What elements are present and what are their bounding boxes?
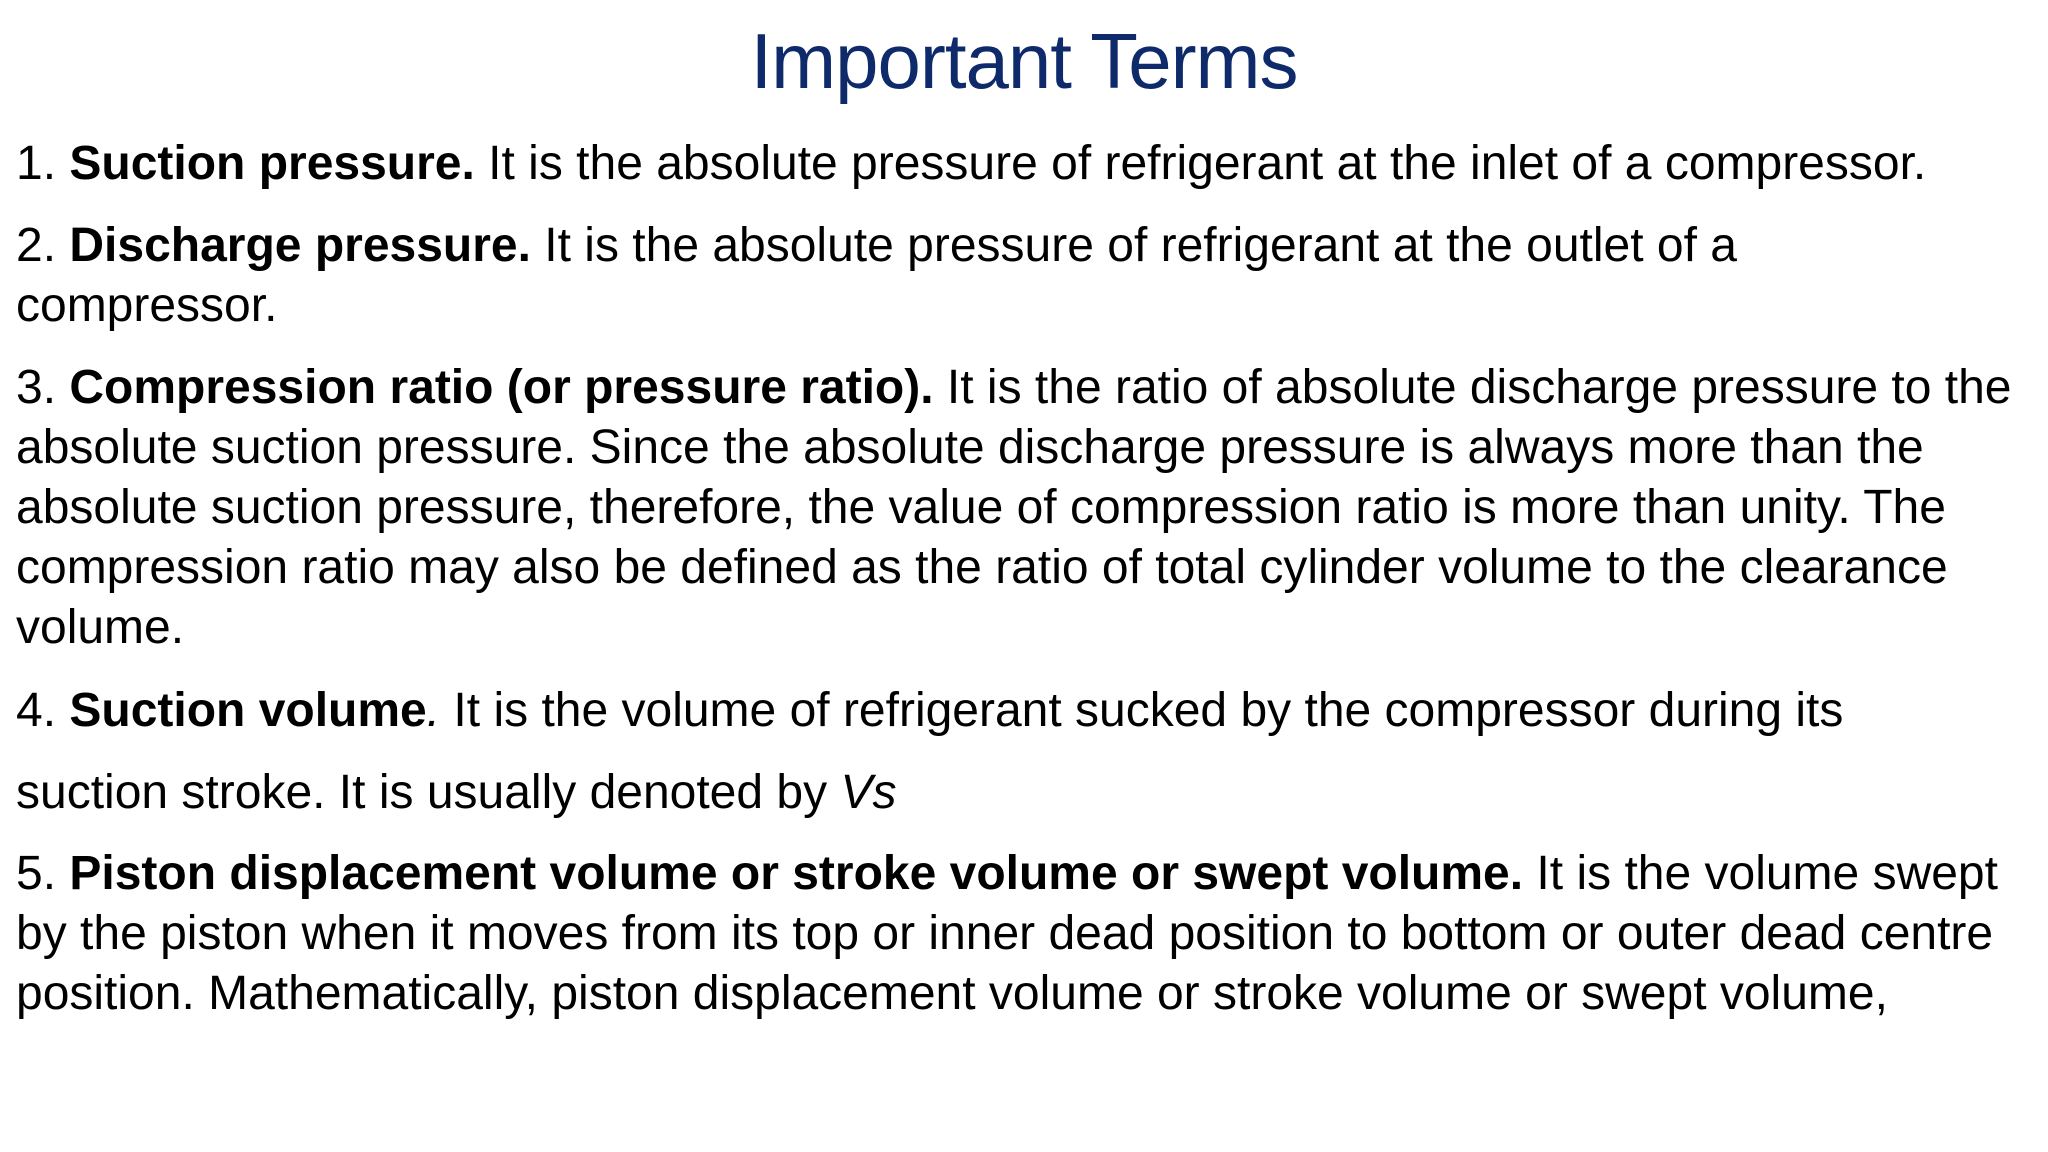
term-name: Piston displacement volume or stroke volume or swept volume. bbox=[69, 847, 1524, 900]
term-item-1 bbox=[16, 134, 2034, 194]
term-item-4 bbox=[16, 670, 2006, 834]
term-definition: It is the absolute pressure of refrigerant at the inlet of a compressor. bbox=[474, 137, 1927, 190]
term-item-5 bbox=[16, 844, 2034, 1024]
item-number: 5. bbox=[16, 847, 70, 900]
term-item-2 bbox=[16, 216, 1916, 336]
term-name: Compression ratio (or pressure ratio). bbox=[69, 361, 934, 414]
term-name: Suction pressure. bbox=[69, 137, 475, 190]
term-definition: It is the absolute pressure of refrigerant at the outlet of a compressor. bbox=[16, 219, 1737, 332]
term-name: Suction volume bbox=[69, 684, 427, 737]
term-suffix: . bbox=[426, 684, 441, 737]
term-definition: It is the volume swept by the piston when it moves from its top or inner dead position to bottom or outer dead centre position. Mathematically, piston displacement volume or stroke volume or swept volume, bbox=[16, 847, 1998, 1020]
item-number: 2. bbox=[16, 219, 70, 272]
terms-list bbox=[16, 134, 2034, 1046]
term-definition: It is the volume of refrigerant sucked by the compressor during its suction stroke. It is usually denoted by bbox=[16, 684, 1844, 819]
item-number: 1. bbox=[16, 137, 70, 190]
term-definition: It is the ratio of absolute discharge pressure to the absolute suction pressure. Since the absolute discharge pressure is always more than the absolute suction pressure, therefore, the value of compression ratio is more than unity. The compression ratio may also be defined as the ratio of total cylinder volume to the clearance volume. bbox=[16, 361, 2012, 654]
slide-title: Important Terms bbox=[750, 17, 1298, 105]
term-symbol: Vs bbox=[840, 766, 897, 819]
term-name: Discharge pressure. bbox=[69, 219, 531, 272]
item-number: 3. bbox=[16, 361, 70, 414]
item-number: 4. bbox=[16, 684, 70, 737]
term-item-3 bbox=[16, 358, 2034, 658]
